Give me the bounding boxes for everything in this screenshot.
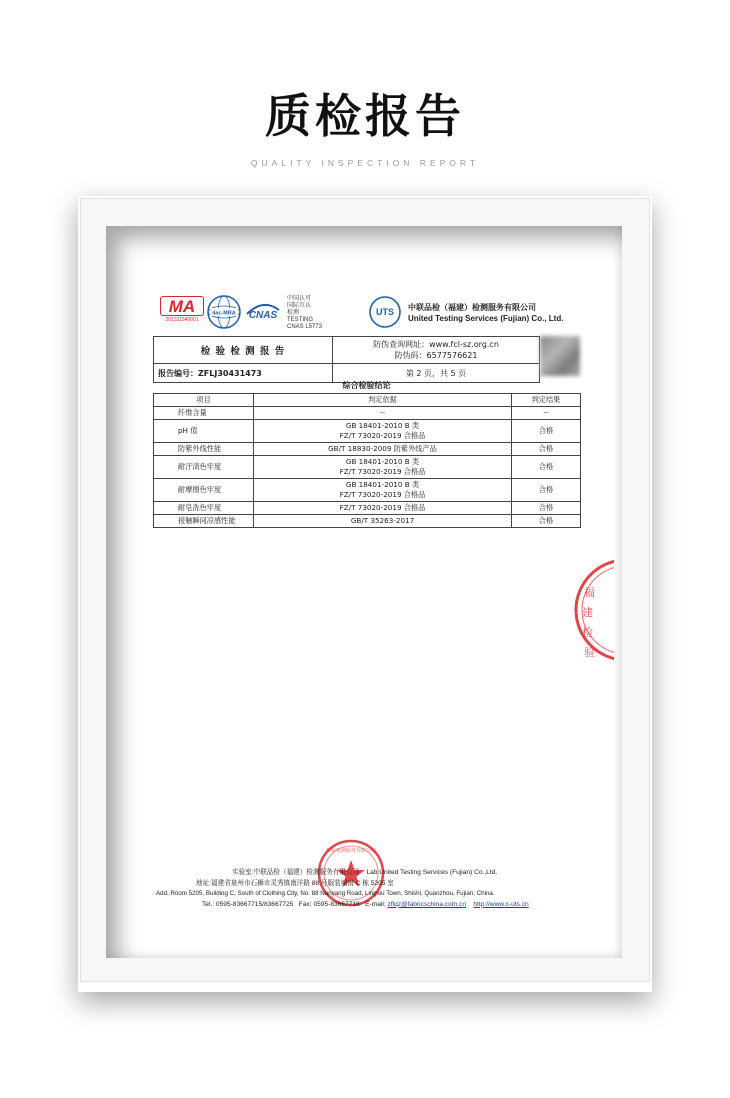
row-basis (254, 456, 512, 479)
row-result: 合格 (512, 502, 581, 515)
row-item: 耐皂洗色牢度 (154, 502, 254, 515)
company-name-en: United Testing Services (Fujian) Co., Ltd. (408, 314, 564, 323)
column-header-basis: 判定依据 (254, 394, 512, 407)
footer-address-en: Add.:Room 5205, Building C, South of Clothing City, No. 88 Nanyang Road, Lingxiu Town, Shishi, Quanzhou, Fujian, China. (156, 890, 495, 897)
row-item: 耐汗渍色牢度 (154, 456, 254, 479)
page-subtitle: QUALITY INSPECTION REPORT (250, 158, 480, 168)
row-basis-line: GB/T 35263-2017 (350, 516, 415, 525)
column-header-result: 判定结果 (512, 394, 581, 407)
cnas-logo-text: CNAS (248, 310, 278, 321)
footer-address-cn: 地址:福建省泉州市石狮市灵秀镇南洋路 88 号服装城南 C 栋 5205 室 (196, 879, 394, 887)
footer-website-link[interactable]: http://www.c-uts.cn (473, 900, 529, 908)
seal-bottom-text: 检验检测服务有限公司 (325, 848, 377, 854)
cnas-logo (243, 296, 283, 326)
svg-text:福: 福 (584, 586, 595, 599)
footer-lab-line: 实验室:中联品检（福建）检测服务有限公司 Lab:United Testing Services (Fujian) Co.,Ltd. (232, 869, 498, 876)
row-basis (254, 502, 512, 515)
table-row (154, 443, 581, 456)
table-row (154, 456, 581, 479)
table-row (154, 479, 581, 502)
row-result: 合格 (512, 456, 581, 479)
uts-logo (368, 294, 402, 330)
ma-logo (160, 296, 204, 322)
row-result: 合格 (512, 515, 581, 528)
table-row (154, 420, 581, 443)
row-basis (254, 443, 512, 456)
row-item: 耐摩擦色牢度 (154, 479, 254, 502)
svg-text:建: 建 (582, 606, 593, 619)
conclusion-title: 综合检验结论 (342, 381, 391, 390)
row-basis (254, 515, 512, 528)
row-basis (254, 420, 512, 443)
row-item: 纤维含量 (154, 407, 254, 420)
svg-text:检: 检 (582, 626, 593, 639)
footer-contact-line: Tel.: 0595-83667715/83667725 Fax: 0595-83667718 E-mail: zflqz@fabricschina.com.cn http://www.c-uts.cn (202, 900, 529, 908)
report-header-table (153, 336, 540, 383)
row-item: 接触瞬间凉感性能 (154, 515, 254, 528)
page-info: 第 2 页，共 5 页 (333, 364, 540, 383)
row-basis-line: FZ/T 73020-2019 合格品 (339, 503, 426, 512)
table-header-row (154, 394, 581, 407)
cnas-accreditation-text: 中国认可 国际互认 检测 TESTING CNAS L5773 (287, 296, 323, 330)
row-item: 防紫外线性能 (154, 443, 254, 456)
verify-url-line: 防伪查询网址：www.fcl-sz.org.cn (373, 340, 499, 349)
report-number: 报告编号：ZFLJ30431473 (154, 364, 333, 383)
row-basis (254, 479, 512, 502)
row-basis-line: FZ/T 73020-2019 合格品 (339, 490, 426, 499)
table-row (154, 515, 581, 528)
row-result: 合格 (512, 420, 581, 443)
row-basis (254, 407, 512, 420)
uts-logo-text: UTS (376, 307, 394, 317)
row-item: pH 值 (154, 420, 254, 443)
row-basis-line: GB 18401-2010 B 类 (345, 457, 420, 466)
ma-logo-number: 201311340001 (165, 317, 199, 323)
row-result: -- (512, 407, 581, 420)
row-result: 合格 (512, 479, 581, 502)
table-row (154, 407, 581, 420)
ilac-mra-logo (206, 294, 242, 330)
row-basis-line: GB 18401-2010 B 类 (345, 480, 420, 489)
row-basis-line: GB 18401-2010 B 类 (345, 421, 420, 430)
footer-email-link[interactable]: zflqz@fabricschina.com.cn (387, 900, 467, 908)
row-basis-line: FZ/T 73020-2019 合格品 (339, 431, 426, 440)
ma-logo-text: MA (160, 296, 204, 316)
red-seal-side (574, 548, 614, 672)
verify-cell (333, 337, 540, 364)
row-basis-line: FZ/T 73020-2019 合格品 (339, 467, 426, 476)
inspection-results-table (153, 393, 581, 528)
table-row (154, 502, 581, 515)
row-result: 合格 (512, 443, 581, 456)
row-basis-line: GB/T 18830-2009 防紫外线产品 (328, 444, 437, 453)
blurred-qr-code (540, 336, 580, 376)
report-footer (150, 868, 590, 910)
report-doc-type: 检 验 检 测 报 告 (154, 337, 333, 364)
verify-code-line: 防伪码：6577576621 (394, 351, 478, 360)
page-title: 质检报告 (265, 89, 465, 143)
column-header-item: 项目 (154, 394, 254, 407)
svg-text:验: 验 (584, 646, 595, 659)
row-basis-line: -- (379, 408, 386, 417)
company-name-cn: 中联品检（福建）检测服务有限公司 (408, 303, 536, 312)
ilac-logo-text: ilac-MRA (212, 310, 236, 317)
